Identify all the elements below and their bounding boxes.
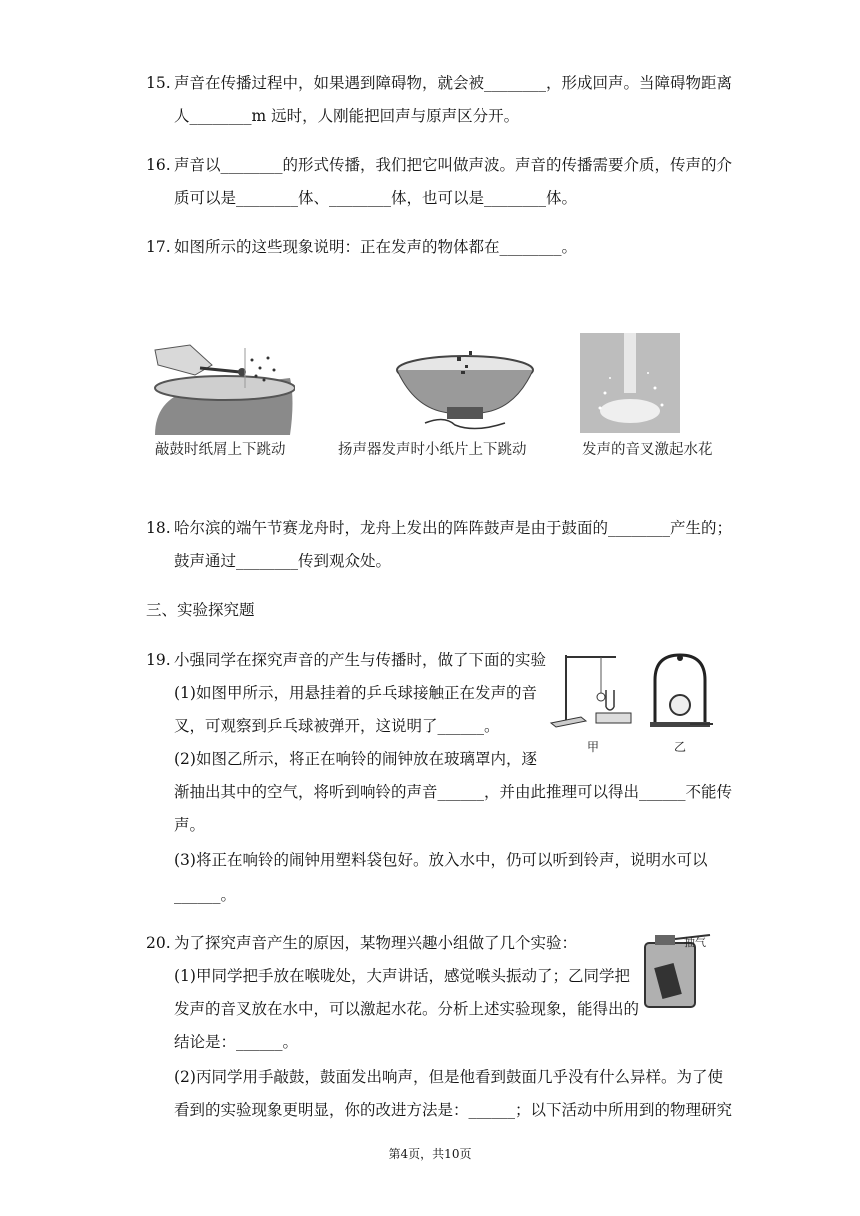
figure-label: 乙 (674, 740, 687, 754)
question-text: 渐抽出其中的空气，将听到响铃的声音______，并由此推理可以得出______不能传 (174, 783, 733, 801)
figure-label: 抽气 (684, 936, 706, 949)
tuning-fork-water-figure (580, 333, 680, 433)
question-number: 17. (146, 238, 171, 256)
apparatus-jia-figure (546, 645, 636, 730)
speaker-figure (395, 345, 535, 435)
question-text: (1)如图甲所示，用悬挂着的乒乓球接触正在发声的音 (174, 684, 537, 702)
question-text: 看到的实验现象更明显，你的改进方法是：______；以下活动中所用到的物理研究 (174, 1101, 733, 1119)
question-text: (2)丙同学用手敲鼓，鼓面发出响声，但是他看到鼓面几乎没有什么异样。为了使 (174, 1068, 723, 1086)
figure-caption: 发声的音叉激起水花 (582, 442, 713, 458)
question-text: 哈尔滨的端午节赛龙舟时，龙舟上发出的阵阵鼓声是由于鼓面的________产生的； (174, 519, 733, 537)
question-text: 发声的音叉放在水中，可以激起水花。分析上述实验现象，能得出的 (174, 1000, 640, 1018)
question-text: 鼓声通过________传到观众处。 (174, 552, 392, 570)
question-text: 叉，可观察到乒乓球被弹开，这说明了______。 (174, 717, 500, 735)
question-text: 声。 (174, 816, 206, 834)
question-text: 为了探究声音产生的原因，某物理兴趣小组做了几个实验： (174, 934, 578, 952)
question-text: 小强同学在探究声音的产生与传播时，做了下面的实验 (174, 651, 547, 669)
section-heading: 三、实验探究题 (146, 601, 255, 619)
question-number: 15. (146, 74, 171, 92)
question-text: (3)将正在响铃的闹钟用塑料袋包好。放入水中，仍可以听到铃声，说明水可以 (174, 851, 708, 869)
question-text: 结论是：______。 (174, 1033, 299, 1051)
question-number: 19. (146, 651, 171, 669)
question-text: 人________m 远时，人刚能把回声与原声区分开。 (174, 107, 520, 125)
question-number: 16. (146, 156, 171, 174)
drum-figure (150, 340, 295, 435)
question-text: 如图所示的这些现象说明：正在发声的物体都在________。 (174, 238, 578, 256)
question-number: 18. (146, 519, 171, 537)
question-text: 质可以是________体、________体，也可以是________体。 (174, 189, 578, 207)
figure-caption: 敲鼓时纸屑上下跳动 (155, 442, 286, 458)
figure-caption: 扬声器发声时小纸片上下跳动 (338, 442, 527, 458)
question-text: 声音以________的形式传播，我们把它叫做声波。声音的传播需要介质，传声的介 (174, 156, 733, 174)
figure-label: 甲 (587, 740, 600, 754)
question-text: ______。 (174, 886, 237, 904)
question-number: 20. (146, 934, 171, 952)
page-footer: 第4页，共10页 (388, 1147, 472, 1161)
question-text: 声音在传播过程中，如果遇到障碍物，就会被________，形成回声。当障碍物距离 (174, 74, 733, 92)
question-text: (2)如图乙所示，将正在响铃的闹钟放在玻璃罩内，逐 (174, 750, 537, 768)
bell-jar-yi-figure (645, 650, 715, 730)
question-text: (1)甲同学把手放在喉咙处，大声讲话，感觉喉头振动了；乙同学把 (174, 967, 630, 985)
